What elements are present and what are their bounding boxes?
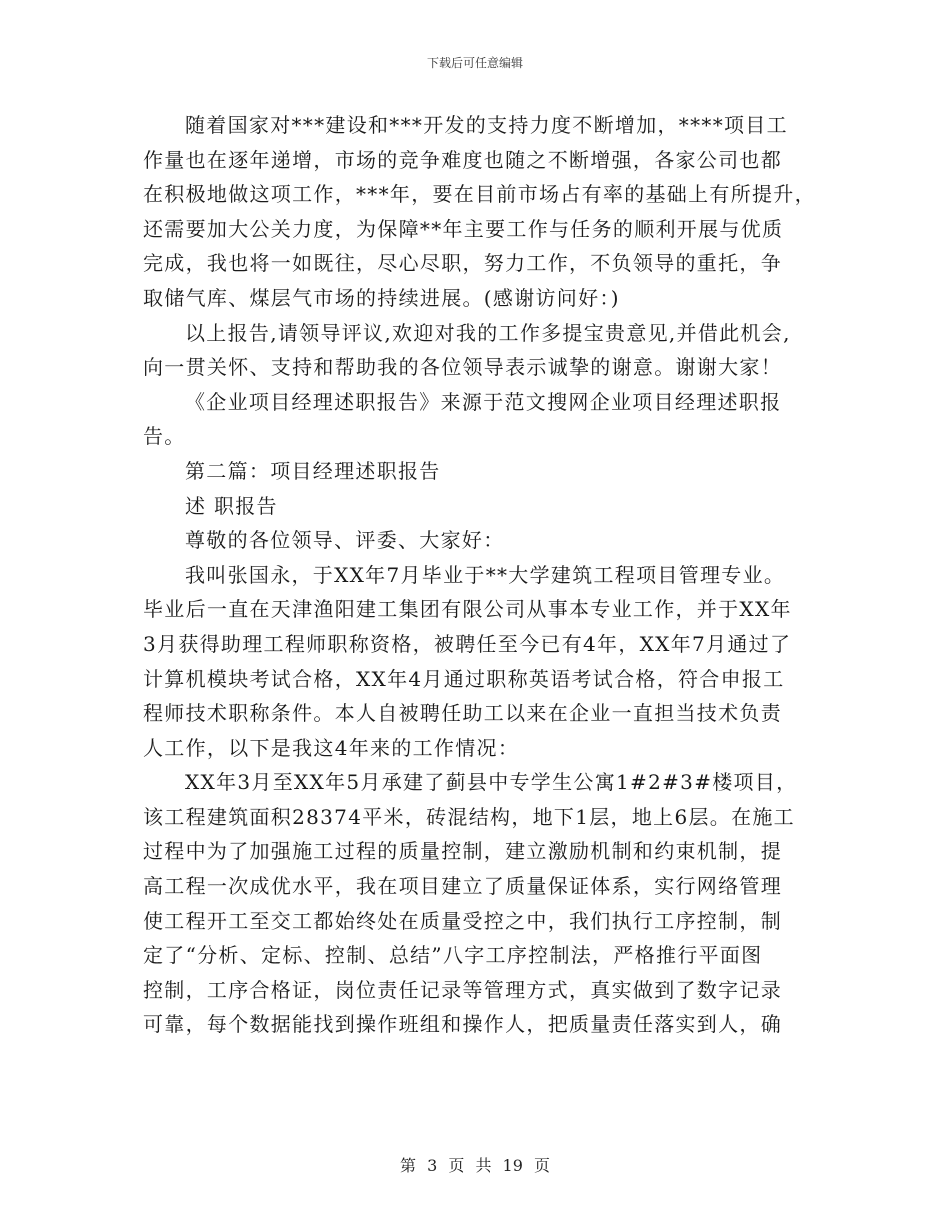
text-line: 随着国家对***建设和***开发的支持力度不断增加，****项目工 (185, 113, 788, 137)
page-header-note: 下载后可任意编辑 (426, 56, 523, 70)
text-line: 取储气库、煤层气市场的持续进展。(感谢访问好：) (143, 285, 620, 310)
text-line: 计算机模块考试合格，XX年4月通过职称英语考试合格，符合申报工 (143, 666, 785, 691)
text-line: 该工程建筑面积28374平米，砖混结构，地下1层，地上6层。在施工 (143, 804, 795, 829)
text-line: 告。 (143, 424, 186, 449)
text-line: 我叫张国永，于XX年7月毕业于**大学建筑工程项目管理专业。 (185, 562, 786, 587)
text-line: 完成，我也将一如既往，尽心尽职，努力工作，不负领导的重托，争 (143, 251, 782, 276)
text-line: 以上报告,请领导评议,欢迎对我的工作多提宝贵意见,并借此机会, (185, 320, 791, 345)
page-number-footer: 第 3 页 共 19 页 (400, 1156, 550, 1175)
text-line: 毕业后一直在天津渔阳建工集团有限公司从事本专业工作，并于XX年 (143, 597, 792, 622)
text-line: 3月获得助理工程师职称资格，被聘任至今已有4年，XX年7月通过了 (143, 631, 792, 656)
text-line: XX年3月至XX年5月承建了蓟县中专学生公寓1#2#3#楼项目， (185, 770, 798, 795)
text-line: 可靠，每个数据能找到操作班组和操作人，把质量责任落实到人，确 (143, 1012, 782, 1037)
text-line: 人工作，以下是我这4年来的工作情况： (143, 735, 520, 760)
text-line: 《企业项目经理述职报告》来源于范文搜网企业项目经理述职报 (185, 389, 782, 414)
text-line: 还需要加大公关力度，为保障**年主要工作与任务的顺利开展与优质 (143, 216, 784, 241)
salutation: 尊敬的各位领导、评委、大家好： (185, 528, 505, 553)
text-line: 作量也在逐年递增，市场的竞争难度也随之不断增强，各家公司也都 (143, 147, 782, 172)
text-line: 控制，工序合格证，岗位责任记录等管理方式，真实做到了数字记录 (143, 977, 782, 1002)
text-line: 程师技术职称条件。本人自被聘任助工以来在企业一直担当技术负责 (143, 701, 782, 726)
document-body (143, 108, 815, 1042)
report-title: 述 职报告 (185, 493, 278, 518)
text-line: 过程中为了加强施工过程的质量控制，建立激励机制和约束机制，提 (143, 839, 782, 864)
text-line: 向一贯关怀、支持和帮助我的各位领导表示诚挚的谢意。谢谢大家！ (143, 355, 782, 380)
text-line: 使工程开工至交工都始终处在质量受控之中，我们执行工序控制，制 (143, 908, 782, 933)
text-line: 定了“分析、定标、控制、总结”八字工序控制法，严格推行平面图 (143, 943, 763, 968)
section-heading: 第二篇：项目经理述职报告 (185, 458, 441, 483)
text-line: 高工程一次成优水平，我在项目建立了质量保证体系，实行网络管理 (143, 874, 782, 899)
text-line: 在积极地做这项工作，***年，要在目前市场占有率的基础上有所提升， (143, 182, 816, 207)
